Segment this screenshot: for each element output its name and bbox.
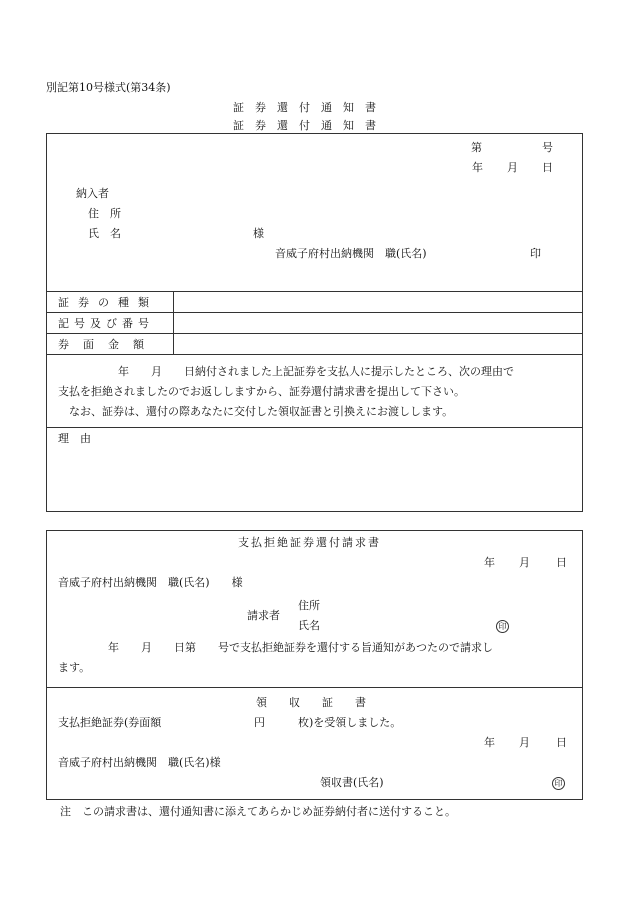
receipt-date-year: 年 xyxy=(484,736,495,749)
receipt-line-start: 支払拒絶証券(券面額 xyxy=(58,716,162,729)
divider xyxy=(46,291,583,292)
requester-label: 請求者 xyxy=(247,609,280,622)
payer-name-label: 氏 名 xyxy=(88,227,121,240)
issuer-name: 音威子府村出納機関 職(氏名) xyxy=(275,247,427,260)
divider xyxy=(46,687,583,688)
receiver-label: 領収書(氏名) xyxy=(320,776,384,789)
notice-body-line2: 支払を拒絶されましたのでお返ししますから、証券還付請求書を提出して下さい。 xyxy=(58,385,465,398)
notice-date-day: 日 xyxy=(542,161,553,174)
receipt-addressee: 音威子府村出納機関 職(氏名)様 xyxy=(58,756,221,769)
form-reference: 別記第10号様式(第34条) xyxy=(46,81,171,94)
seal-icon: 印 xyxy=(552,777,565,790)
receipt-title: 領 収 証 書 xyxy=(256,696,366,709)
request-date-month: 月 xyxy=(519,556,530,569)
notice-body-line1: 年 月 日納付されました上記証券を支払人に提示したところ、次の理由で xyxy=(118,365,514,378)
divider xyxy=(46,312,583,313)
notice-date-year: 年 xyxy=(472,161,483,174)
receipt-line-end: 枚)を受領しました。 xyxy=(298,716,402,729)
divider xyxy=(46,427,583,428)
notice-body-line3: なお、証券は、還付の際あなたに交付した領収証書と引換えにお渡しします。 xyxy=(69,405,454,418)
requester-address-label: 住所 xyxy=(298,599,320,612)
request-body-line2: ます。 xyxy=(58,661,91,674)
document-title-repeat: 証 券 還 付 通 知 書 xyxy=(233,119,376,132)
payer-address-label: 住 所 xyxy=(88,207,121,220)
divider xyxy=(173,291,174,354)
issuer-seal-mark: 印 xyxy=(530,247,541,260)
face-value-label: 券面金額 xyxy=(58,338,158,351)
payer-sama: 様 xyxy=(253,227,264,240)
footnote: 注 この請求書は、還付通知書に添えてあらかじめ証券納付者に送付すること。 xyxy=(60,805,456,818)
request-addressee: 音威子府村出納機関 職(氏名) 様 xyxy=(58,576,243,589)
security-type-label: 証券の種類 xyxy=(58,296,158,309)
receipt-yen: 円 xyxy=(254,716,265,729)
divider xyxy=(46,333,583,334)
number-go: 号 xyxy=(542,141,553,154)
receiver-seal xyxy=(552,777,565,790)
notice-date-month: 月 xyxy=(507,161,518,174)
receipt-date-month: 月 xyxy=(519,736,530,749)
request-title: 支払拒絶証券還付請求書 xyxy=(238,536,381,549)
request-date-day: 日 xyxy=(556,556,567,569)
divider xyxy=(46,354,583,355)
requester-seal xyxy=(496,620,509,633)
security-number-label: 記号及び番号 xyxy=(58,317,154,330)
reason-label: 理 由 xyxy=(58,432,91,445)
document-title: 証 券 還 付 通 知 書 xyxy=(233,101,376,114)
payer-label: 納入者 xyxy=(76,187,109,200)
request-body-line1: 年 月 日第 号で支払拒絶証券を還付する旨通知があつたので請求し xyxy=(108,641,493,654)
request-date-year: 年 xyxy=(484,556,495,569)
receipt-date-day: 日 xyxy=(556,736,567,749)
seal-icon: 印 xyxy=(496,620,509,633)
requester-name-label: 氏名 xyxy=(298,619,320,632)
number-dai: 第 xyxy=(471,141,482,154)
